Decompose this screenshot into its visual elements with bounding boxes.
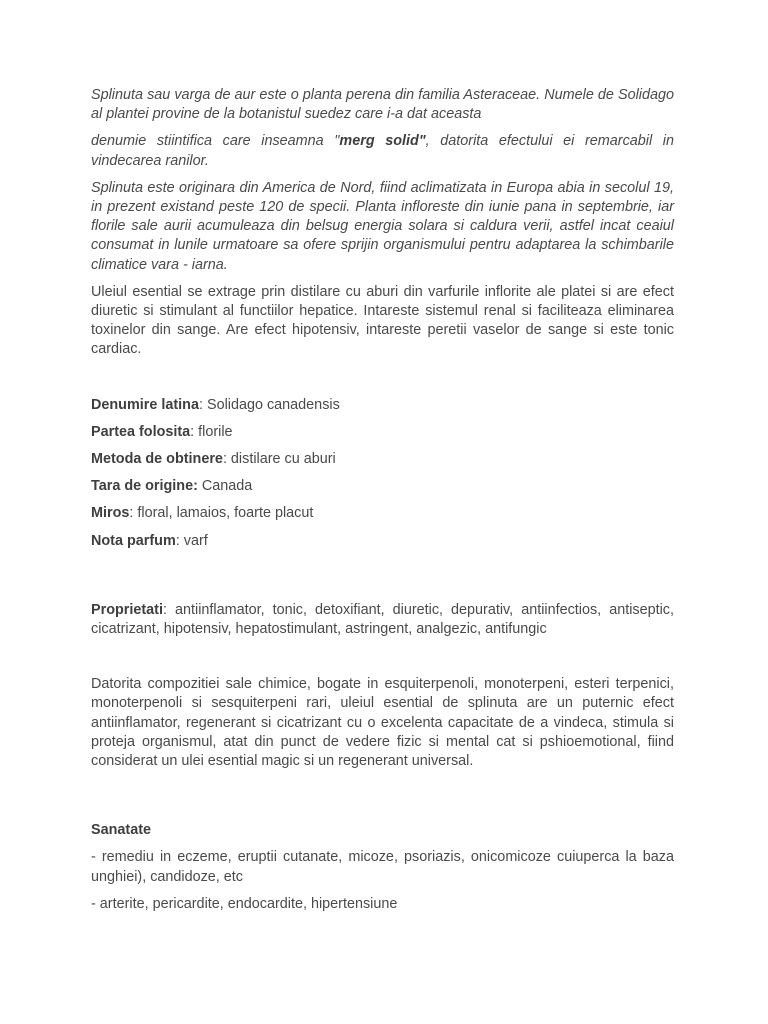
fact-label: Nota parfum xyxy=(91,532,176,549)
intro-paragraph-2-emphasis: merg solid" xyxy=(339,133,426,150)
fact-label: Tara de origine: xyxy=(91,478,198,495)
document-page xyxy=(91,86,674,922)
intro-paragraph-4: Uleiul esential se extrage prin distilare cu aburi din varfurile inflorite ale platei si are efect diuretic si stimulant al functiilor hepatice. Intareste sistemul renal si faciliteaza eliminarea toxinelor din sange. Are efect hipotensiv, intareste peretii vaselor de sange si este tonic cardiac. xyxy=(91,283,674,358)
fact-origin xyxy=(91,477,674,496)
intro-paragraph-3: Splinuta este originara din America de Nord, fiind aclimatizata in Europa abia in secolul 19, in prezent existand peste 120 de specii. Planta infloreste din iunie pana in septembrie, iar florile sale aurii acumuleaza din belsug energia solara si caldura verii, astfel incat ceaiul consumat in lunile urmatoare sa ofere sprijin organismului pentru adaptarea la schimbarile climatice vara - iarna. xyxy=(91,179,674,273)
fact-label: Denumire latina xyxy=(91,396,199,413)
fact-value: : florile xyxy=(190,423,233,440)
facts-list xyxy=(91,396,674,551)
fact-value: : Solidago canadensis xyxy=(198,396,340,413)
fact-label: Partea folosita xyxy=(91,423,191,440)
health-item: - remediu in eczeme, eruptii cutanate, micoze, psoriazis, onicomicoze cuiuperca la baza unghiei), candidoze, etc xyxy=(91,849,674,885)
intro-paragraph-2-start: denumie stiintifica care inseamna " xyxy=(91,133,340,150)
health-item: - arterite, pericardite, endocardite, hipertensiune xyxy=(91,895,398,912)
fact-part-used xyxy=(91,423,674,442)
fact-value: : varf xyxy=(175,532,208,549)
composition-paragraph: Datorita compozitiei sale chimice, bogate in esquiterpenoli, monoterpeni, esteri terpenici, monoterpenoli si sesquiterpeni rari, uleiul esential de splinuta are un puternic efect antiinflamator, regenerant si cicatrizant cu o excelenta capacitate de a vindeca, stimula si proteja organismul, atat din punct de vedere fizic si mental cat si pshioemotional, fiind considerat un ulei esential magic si un regenerant universal. xyxy=(91,676,674,770)
fact-scent xyxy=(91,504,674,523)
fact-value: : distilare cu aburi xyxy=(222,451,336,468)
properties-paragraph xyxy=(91,601,674,639)
properties-label: Proprietati xyxy=(91,601,163,618)
fact-method xyxy=(91,450,674,469)
health-heading xyxy=(91,821,674,840)
fact-value: Canada xyxy=(197,478,253,495)
intro-paragraph-1: Splinuta sau varga de aur este o planta perena din familia Asteraceae. Numele de Solidago al plantei provine de la botanistul suedez care i-a dat aceasta xyxy=(91,87,674,123)
intro-paragraph-2 xyxy=(91,132,674,170)
fact-label: Miros xyxy=(91,505,130,522)
fact-value: : floral, lamaios, foarte placut xyxy=(129,505,314,522)
intro-paragraph-2-end: , datorita efectului ei remarcabil in vindecarea ranilor. xyxy=(91,133,674,169)
fact-latin-name xyxy=(91,396,674,415)
properties-value: : antiinflamator, tonic, detoxifiant, diuretic, depurativ, antiinfectios, antiseptic, cicatrizant, hipotensiv, hepatostimulant, astringent, analgezic, antifungic xyxy=(91,601,674,638)
health-heading-text: Sanatate xyxy=(91,822,151,839)
fact-perfume-note xyxy=(91,532,674,551)
fact-label: Metoda de obtinere xyxy=(91,451,223,468)
